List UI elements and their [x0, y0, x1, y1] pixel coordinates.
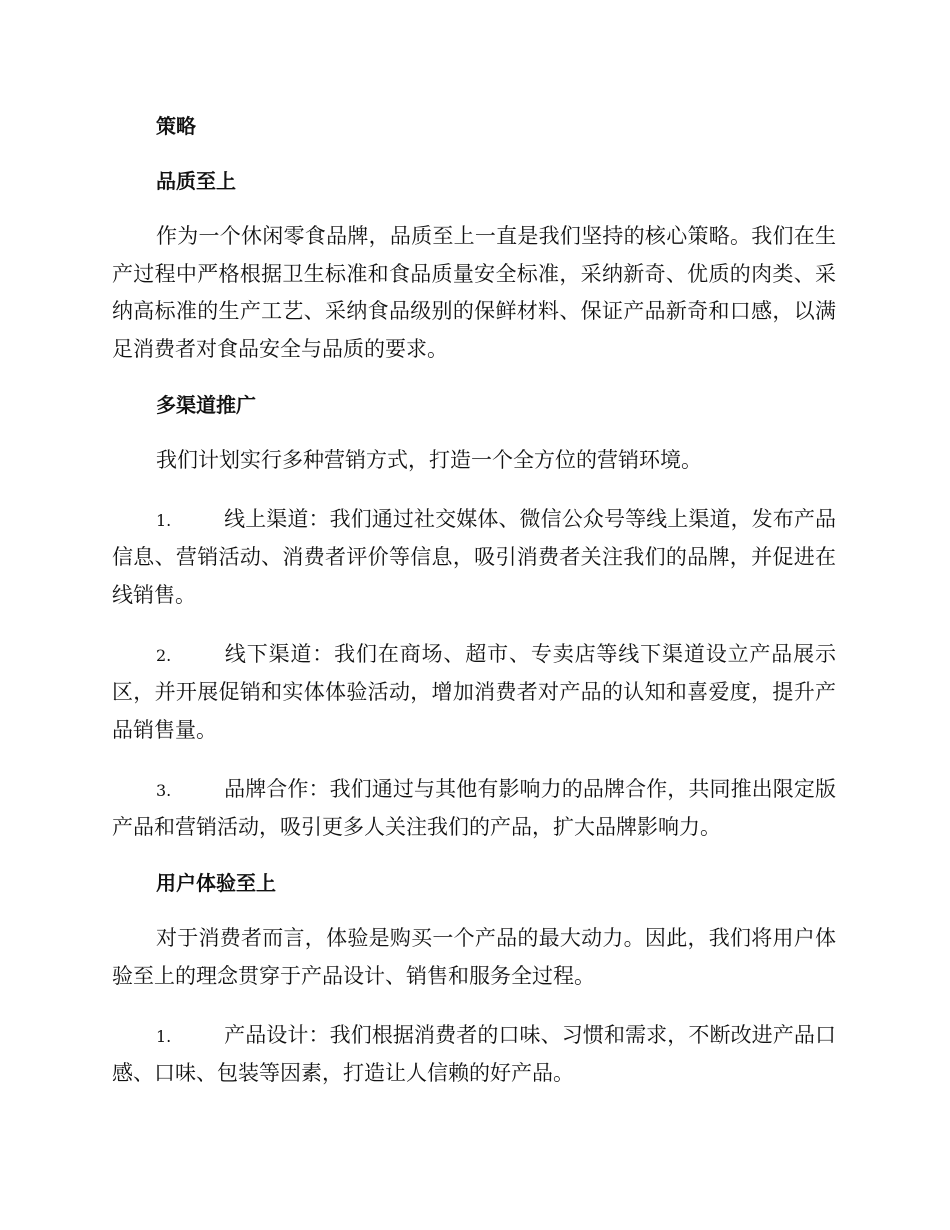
list-item-number: 2.: [156, 645, 172, 665]
list-item-number: 3.: [156, 780, 172, 800]
list-item-text: 品牌合作：我们通过与其他有影响力的品牌合作，共同推出限定版产品和营销活动，吸引更多人关注我们的产品，扩大品牌影响力。: [112, 776, 836, 840]
paragraph-quality: 作为一个休闲零食品牌，品质至上一直是我们坚持的核心策略。我们在生产过程中严格根据卫生标准和食品质量安全标准，采纳新奇、优质的肉类、采纳高标准的生产工艺、采纳食品级别的保鲜材料、保证产品新奇和口感，以满足消费者对食品安全与品质的要求。: [112, 224, 836, 362]
heading-user-experience: 用户体验至上: [156, 871, 276, 896]
list-item-text: 线下渠道：我们在商场、超市、专卖店等线下渠道设立产品展示区，并开展促销和实体体验活动，增加消费者对产品的认知和喜爱度，提升产品销售量。: [112, 641, 836, 743]
list-item: [112, 1017, 836, 1093]
section-title: 策略: [156, 114, 196, 138]
list-item-number: 1.: [156, 1026, 172, 1046]
heading-multichannel: 多渠道推广: [156, 392, 256, 417]
list-item: [112, 501, 836, 615]
document-page: [112, 108, 836, 1093]
paragraph-multichannel-intro: 我们计划实行多种营销方式，打造一个全方位的营销环境。: [156, 447, 702, 472]
heading-quality: 品质至上: [156, 169, 236, 193]
list-item-text: 产品设计：我们根据消费者的口味、习惯和需求，不断改进产品口感、口味、包装等因素，打造让人信赖的好产品。: [112, 1022, 836, 1086]
list-item: [112, 771, 836, 847]
paragraph-user-experience-intro: 对于消费者而言，体验是购买一个产品的最大动力。因此，我们将用户体验至上的理念贯穿于产品设计、销售和服务全过程。: [112, 926, 836, 988]
list-item-number: 1.: [156, 510, 172, 530]
list-item: [112, 636, 836, 750]
list-item-text: 线上渠道：我们通过社交媒体、微信公众号等线上渠道，发布产品信息、营销活动、消费者评价等信息，吸引消费者关注我们的品牌，并促进在线销售。: [112, 506, 836, 607]
